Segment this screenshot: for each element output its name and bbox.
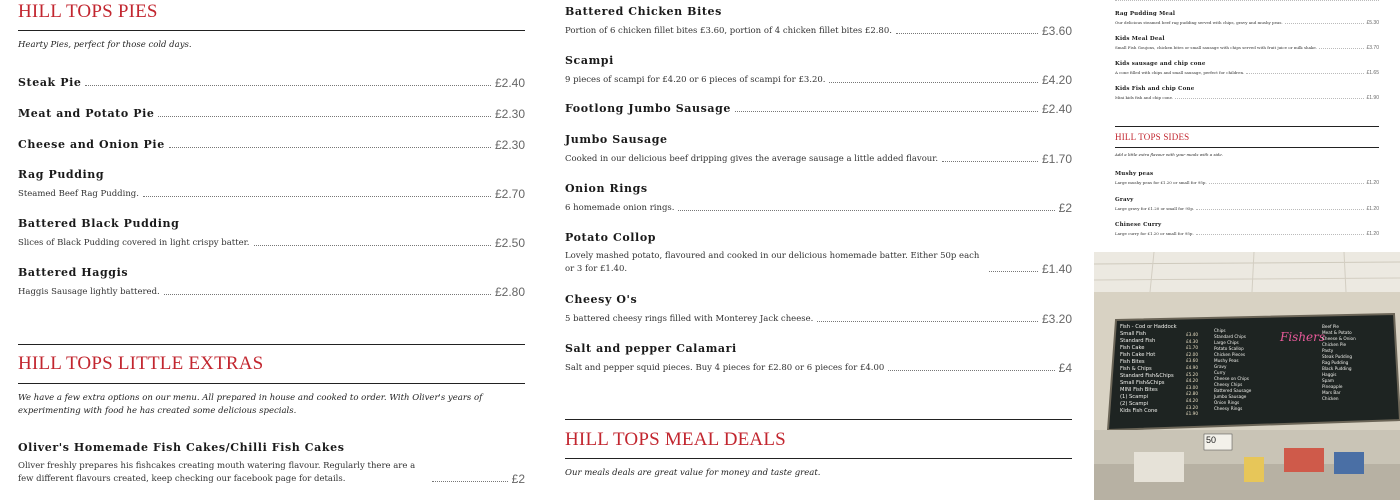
board-line: Rag Pudding	[1322, 360, 1349, 365]
board-line: Fish & Chips	[1120, 366, 1152, 372]
board-price: £5.20	[1186, 371, 1198, 377]
menu-item-scampi	[565, 54, 1072, 87]
board-line: Black Pudding	[1322, 366, 1352, 371]
item-description: Small Fish Goujons, chicken bites or small sausage with chips served with fruit juice or milk shake.	[1115, 45, 1318, 50]
dotted-leader	[896, 32, 1038, 34]
item-price: £1.20	[1366, 180, 1379, 186]
item-description: 6 homemade onion rings.	[565, 203, 675, 213]
board-line: Chicken	[1322, 396, 1339, 401]
menu-item-kids-meal-deal	[1115, 35, 1379, 51]
item-price: £2	[1058, 201, 1072, 215]
item-description: Large mushy peas for £1.20 or small for 95p.	[1115, 180, 1207, 185]
board-line: Small Fish	[1120, 331, 1147, 337]
dotted-leader	[1246, 72, 1364, 74]
board-line: Cheesy Chips	[1214, 382, 1243, 387]
board-line: Potato Scallop	[1214, 346, 1244, 351]
item-price: £2.40	[1041, 102, 1072, 116]
item-name: Gravy	[1115, 197, 1134, 203]
dotted-leader	[1175, 97, 1364, 99]
board-line: Meat & Potato	[1322, 330, 1352, 335]
item-price: £1.20	[1366, 206, 1379, 212]
board-price: £4.30	[1186, 338, 1198, 344]
item-price: £2	[511, 472, 525, 486]
price-sign: 50	[1206, 435, 1217, 445]
menu-item-onion-rings	[565, 182, 1072, 215]
dotted-leader	[817, 320, 1038, 322]
menu-item-fish-cakes	[18, 441, 525, 486]
board-line: Cheese on Chips	[1214, 376, 1249, 381]
dotted-leader	[829, 81, 1037, 83]
board-price: £3.40	[1186, 332, 1198, 337]
board-price: £4.90	[1186, 364, 1198, 370]
sides-top-rule	[1115, 126, 1379, 127]
board-line: Curry	[1214, 370, 1226, 375]
board-line: Cheese & Onion	[1322, 336, 1356, 341]
dotted-leader	[158, 115, 490, 117]
dotted-leader	[678, 209, 1054, 211]
item-description: Slices of Black Pudding covered in light crispy batter.	[18, 238, 250, 248]
board-line: Fish - Cod or Haddock	[1120, 324, 1177, 330]
board-line: (1) Scampi	[1120, 394, 1149, 400]
meal-deals-top-rule	[565, 419, 1072, 420]
top-cut-rule	[1115, 0, 1379, 1]
board-price: £4.20	[1186, 397, 1198, 403]
sides-title-rule	[1115, 147, 1379, 148]
dotted-leader	[254, 244, 491, 246]
item-name: Steak Pie	[18, 76, 82, 89]
dotted-leader	[735, 110, 1038, 112]
menu-item-meat-potato-pie	[18, 107, 525, 121]
item-description: 9 pieces of scampi for £4.20 or 6 pieces of scampi for £3.20.	[565, 75, 826, 85]
menu-item-cheese-onion-pie	[18, 138, 525, 152]
extras-top-rule	[18, 344, 525, 345]
dotted-leader	[888, 369, 1054, 371]
board-shop-logo: Fishers	[1280, 330, 1326, 344]
board-price: £3.00	[1186, 384, 1198, 390]
item-price: £1.40	[1041, 262, 1072, 276]
item-name: Mushy peas	[1115, 171, 1154, 177]
dotted-leader	[1196, 208, 1364, 210]
item-price: £5.30	[1366, 20, 1379, 26]
item-name: Cheesy O's	[565, 293, 638, 306]
item-description: Oliver freshly prepares his fishcakes creating mouth watering flavour. Regularly there are a few different flavours created, keep checking our facebook page for details.	[18, 461, 416, 484]
dotted-leader	[1319, 47, 1364, 49]
meal-deals-intro: Our meals deals are great value for money and taste great.	[565, 468, 821, 478]
board-line: Chicken Pie	[1322, 342, 1347, 347]
item-description: Cooked in our delicious beef dripping gives the average sausage a little added flavour.	[565, 154, 939, 164]
board-price: £2.00	[1186, 351, 1198, 357]
item-name: Kids Meal Deal	[1115, 36, 1165, 42]
item-description: Salt and pepper squid pieces. Buy 4 pieces for £2.80 or 6 pieces for £4.00	[565, 363, 885, 373]
board-line: Large Chips	[1214, 340, 1239, 345]
item-name: Potato Collop	[565, 231, 657, 244]
item-name: Kids sausage and chip cone	[1115, 61, 1206, 67]
item-name: Chinese Curry	[1115, 222, 1162, 228]
board-price: £3.20	[1186, 404, 1198, 410]
board-line: Small Fish&Chips	[1120, 380, 1165, 386]
item-price: £3.70	[1366, 45, 1379, 51]
board-line: Pineapple	[1322, 384, 1343, 389]
meal-deals-section-title: HILL TOPS MEAL DEALS	[565, 429, 786, 450]
item-name: Onion Rings	[565, 182, 648, 195]
menu-item-potato-collop	[565, 231, 1072, 276]
board-line: Cheesy Rings	[1214, 406, 1243, 411]
sides-intro: Add a little extra flavour with your meals with a side.	[1115, 152, 1223, 157]
menu-item-kids-fish-cone	[1115, 85, 1379, 101]
menu-item-mushy-peas	[1115, 170, 1379, 186]
item-price: £3.20	[1041, 312, 1072, 326]
item-price: £2.30	[494, 138, 525, 152]
item-price: £2.80	[494, 285, 525, 299]
item-description: Portion of 6 chicken fillet bites £3.60, portion of 4 chicken fillet bites £2.80.	[565, 26, 892, 36]
item-name: Salt and pepper Calamari	[565, 342, 737, 355]
board-line: Onion Rings	[1214, 400, 1240, 405]
board-fish-prices	[1186, 332, 1206, 418]
board-line: Standard Chips	[1214, 334, 1246, 339]
shop-menu-board-photo	[1094, 252, 1400, 500]
item-description: Our delicious steamed beef rag pudding served with chips, gravy and mushy peas.	[1115, 20, 1283, 25]
item-name: Footlong Jumbo Sausage	[565, 102, 731, 115]
item-price: £4	[1058, 361, 1072, 375]
extras-intro: We have a few extra options on our menu. All prepared in house and cooked to order. With Oliver's years of experimenting with food he has created some delicious specials.	[18, 393, 483, 416]
board-line: Chips	[1214, 328, 1226, 333]
item-price: £1.90	[1366, 95, 1379, 101]
board-pies-list	[1322, 324, 1392, 402]
board-price: £3.60	[1186, 358, 1198, 364]
dotted-leader	[1209, 182, 1365, 184]
menu-item-kids-sausage-cone	[1115, 60, 1379, 76]
item-price: £3.60	[1041, 24, 1072, 38]
board-line: Spam	[1322, 378, 1334, 383]
item-price: £1.20	[1366, 231, 1379, 237]
item-name: Rag Pudding Meal	[1115, 11, 1176, 17]
board-line: (2) Scampi	[1120, 401, 1149, 407]
board-line: Beef Pie	[1322, 324, 1340, 329]
board-line: MINI Fish Bites	[1120, 387, 1158, 393]
pies-section-title: HILL TOPS PIES	[18, 1, 158, 22]
item-price: £2.30	[494, 107, 525, 121]
board-line: Mars Bar	[1322, 390, 1341, 395]
menu-item-rag-pudding-meal	[1115, 10, 1379, 26]
item-price: £1.70	[1041, 152, 1072, 166]
dotted-leader	[143, 195, 491, 197]
menu-item-chicken-bites	[565, 5, 1072, 38]
dotted-leader	[169, 146, 491, 148]
item-price: £4.20	[1041, 73, 1072, 87]
item-description: Haggis Sausage lightly battered.	[18, 287, 160, 297]
dotted-leader	[1196, 233, 1365, 235]
menu-item-jumbo-sausage	[565, 133, 1072, 166]
board-line: Battered Sausage	[1214, 388, 1252, 393]
board-line: Standard Fish&Chips	[1120, 373, 1174, 379]
item-price: £2.70	[494, 187, 525, 201]
item-price: £2.50	[494, 236, 525, 250]
dotted-leader	[164, 293, 491, 295]
item-description: Large curry for £1.20 or small for 95p.	[1115, 231, 1194, 236]
board-line: Haggis	[1322, 372, 1337, 377]
board-line: Chicken Pieces	[1214, 352, 1246, 357]
board-line: Fish Cake	[1120, 345, 1145, 351]
item-description: Large gravy for £1.20 or small for 95p.	[1115, 206, 1195, 211]
menu-item-chinese-curry	[1115, 221, 1379, 237]
item-name: Oliver's Homemade Fish Cakes/Chilli Fish Cakes	[18, 441, 345, 454]
menu-item-footlong-jumbo-sausage	[565, 102, 1072, 116]
menu-item-calamari	[565, 342, 1072, 375]
menu-item-battered-haggis	[18, 266, 525, 299]
item-name: Rag Pudding	[18, 168, 105, 181]
menu-item-steak-pie	[18, 76, 525, 90]
menu-item-battered-black-pudding	[18, 217, 525, 250]
item-name: Battered Haggis	[18, 266, 129, 279]
dotted-leader	[989, 270, 1038, 272]
item-description: Lovely mashed potato, flavoured and cooked in our delicious homemade batter. Either 50p each or 3 for £1.40.	[565, 251, 980, 274]
menu-item-cheesy-os	[565, 293, 1072, 326]
item-name: Meat and Potato Pie	[18, 107, 155, 120]
board-line: Jumbo Sausage	[1214, 394, 1247, 399]
board-line: Fish Cake Hot	[1120, 352, 1156, 358]
item-description: Steamed Beef Rag Pudding.	[18, 189, 139, 199]
board-line: Standard Fish	[1120, 338, 1156, 344]
item-name: Scampi	[565, 54, 614, 67]
menu-item-rag-pudding	[18, 168, 525, 201]
board-price: £1.90	[1186, 411, 1198, 417]
board-line: Kids Fish Cone	[1120, 408, 1158, 414]
extras-title-rule	[18, 383, 525, 384]
item-name: Kids Fish and chip Cone	[1115, 86, 1195, 92]
dotted-leader	[432, 480, 508, 482]
sides-section-title: HILL TOPS SIDES	[1115, 132, 1190, 142]
pies-title-rule	[18, 30, 525, 31]
board-price: £2.80	[1186, 391, 1198, 397]
item-name: Jumbo Sausage	[565, 133, 668, 146]
meal-deals-title-rule	[565, 458, 1072, 459]
board-line: Mushy Peas	[1214, 358, 1239, 363]
item-name: Cheese and Onion Pie	[18, 138, 165, 151]
board-sides-list	[1214, 328, 1274, 412]
menu-item-gravy	[1115, 196, 1379, 212]
board-price: £1.70	[1186, 345, 1198, 351]
item-description: A cone filled with chips and small sausage, perfect for children.	[1115, 70, 1245, 75]
item-price: £1.65	[1366, 70, 1379, 76]
dotted-leader	[85, 84, 491, 86]
item-description: 5 battered cheesy rings filled with Monterey Jack cheese.	[565, 314, 814, 324]
board-price: £4.20	[1186, 378, 1198, 384]
dotted-leader	[1285, 22, 1365, 24]
board-line: Fish Bites	[1120, 359, 1145, 365]
dotted-leader	[942, 160, 1038, 162]
item-name: Battered Chicken Bites	[565, 5, 722, 18]
item-description: Mini kids fish and chip cone.	[1115, 95, 1174, 100]
board-line: Pasty	[1322, 348, 1334, 353]
item-price: £2.40	[494, 76, 525, 90]
extras-section-title: HILL TOPS LITTLE EXTRAS	[18, 353, 264, 374]
board-line: Steak Pudding	[1322, 354, 1353, 359]
pies-intro: Hearty Pies, perfect for those cold days.	[18, 40, 192, 50]
item-name: Battered Black Pudding	[18, 217, 180, 230]
board-line: Gravy	[1214, 364, 1227, 369]
